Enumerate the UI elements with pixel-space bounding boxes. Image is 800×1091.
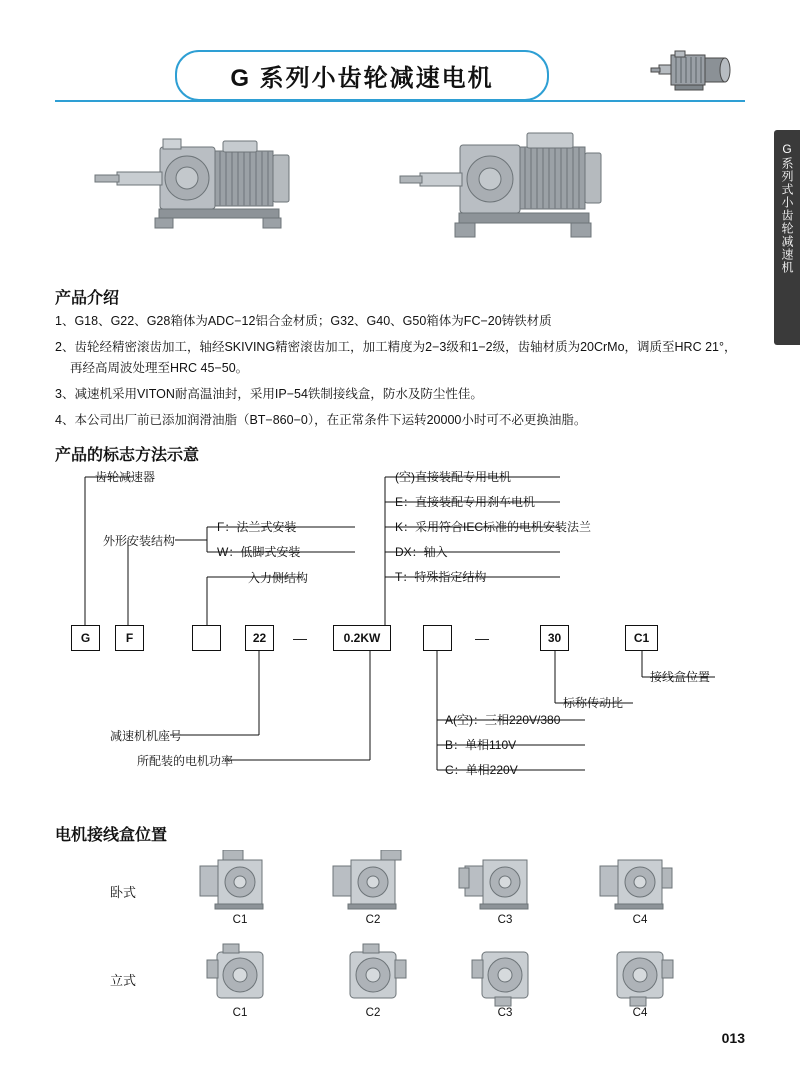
product-photos: [55, 115, 745, 275]
marking-voltage-label: B：单相110V: [445, 738, 517, 752]
marking-right-label: DX：轴入: [395, 545, 448, 559]
marking-mid-label: W：低脚式安装: [217, 545, 301, 559]
code-box-size: 22: [245, 625, 274, 651]
section-title-boxpos: 电机接线盒位置: [55, 827, 168, 844]
page-title: G 系列小齿轮减速电机: [230, 65, 494, 92]
marking-ratio-label: 标称传动比: [563, 696, 624, 710]
boxpos-caption: C2: [365, 914, 381, 926]
intro-item: 3、减速机采用VITON耐高温油封，采用IP−54铁制接线盒，防水及防尘性佳。: [55, 387, 483, 401]
code-dash: —: [475, 630, 489, 646]
code-dash: —: [293, 630, 307, 646]
intro-item: 4、本公司出厂前已添加润滑油脂（BT−860−0），在正常条件下运转20000小时可不必更换油脂。: [55, 413, 587, 427]
motor-horizontal-icon: [600, 860, 672, 909]
marking-mid-label: F：法兰式安装: [217, 520, 297, 534]
section-title-marking: 产品的标志方法示意: [55, 447, 200, 464]
marking-diagram: [55, 465, 755, 815]
code-box-mount: F: [115, 625, 144, 651]
code-box-voltage: [423, 625, 452, 651]
side-tab-label: G系列式小齿轮减速机: [780, 142, 794, 274]
boxpos-caption: C2: [365, 1007, 381, 1019]
motor-horizontal-icon: [333, 850, 401, 909]
marking-voltage-label: C：单相220V: [445, 763, 518, 777]
row-label-horizontal: 卧式: [110, 885, 137, 900]
boxpos-caption: C3: [497, 914, 513, 926]
code-box-input: [192, 625, 221, 651]
intro-list: [55, 312, 745, 437]
marking-left-label: 入力侧结构: [248, 571, 309, 585]
code-box-ratio: 30: [540, 625, 569, 651]
marking-left-label: 外形安装结构: [103, 534, 176, 548]
intro-item: 再经高周波处理至HRC 45−50。: [70, 361, 249, 375]
boxpos-caption: C4: [632, 914, 648, 926]
intro-item: 1、G18、G22、G28箱体为ADC−12铝合金材质；G32、G40、G50箱体为FC−20铸铁材质: [55, 314, 552, 328]
motor-vertical-icon: [207, 944, 263, 998]
motor-vertical-icon: [617, 952, 673, 1006]
row-label-vertical: 立式: [110, 973, 137, 988]
boxpos-caption: C1: [232, 914, 248, 926]
code-box-g: G: [71, 625, 100, 651]
marking-right-label: K：采用符合IEC标准的电机安装法兰: [395, 520, 592, 534]
code-box-power: 0.2KW: [333, 625, 391, 651]
motor-horizontal-icon: [459, 860, 528, 909]
marking-right-label: (空)直接装配专用电机: [395, 470, 511, 484]
marking-right-label: E：直接装配专用刹车电机: [395, 495, 536, 509]
marking-boxpos-label: 接线盒位置: [650, 670, 711, 684]
section-title-intro: 产品介绍: [55, 290, 120, 307]
boxpos-caption: C1: [232, 1007, 248, 1019]
marking-right-label: T：特殊指定结构: [395, 570, 487, 584]
boxpos-caption: C3: [497, 1007, 513, 1019]
page-title-box: [175, 50, 549, 101]
code-box-position: C1: [625, 625, 658, 651]
boxpos-figure: [55, 850, 755, 1030]
marking-voltage-label: A(空)：三相220V/380: [445, 713, 561, 727]
motor-vertical-icon: [350, 944, 406, 998]
motor-icon: [645, 45, 745, 97]
page-number: 013: [721, 1030, 745, 1046]
motor-horizontal-icon: [200, 850, 263, 909]
boxpos-caption: C4: [632, 1007, 648, 1019]
motor-vertical-icon: [472, 952, 528, 1006]
intro-item: 2、齿轮经精密滚齿加工，轴经SKIVING精密滚齿加工，加工精度为2−3级和1−2级，齿轴材质为20CrMo，调质至HRC 21°，: [55, 340, 737, 354]
side-tab: [774, 130, 800, 345]
marking-left-label: 所配装的电机功率: [137, 754, 234, 768]
marking-left-label: 齿轮减速器: [95, 470, 156, 484]
marking-left-label: 减速机机座号: [110, 729, 183, 743]
